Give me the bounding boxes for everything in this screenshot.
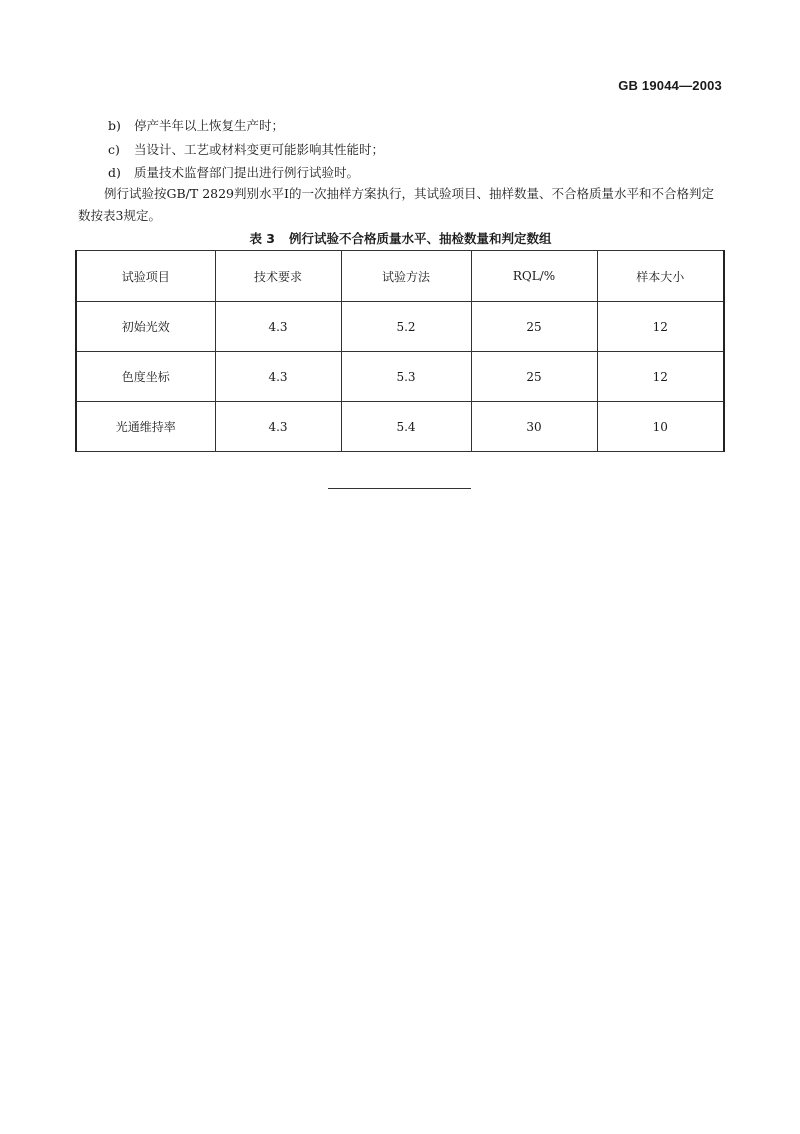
table-caption-title: 例行试验不合格质量水平、抽检数量和判定数组 bbox=[289, 231, 552, 246]
header-test-item: 试验项目 bbox=[76, 251, 215, 302]
cell-test-item: 色度坐标 bbox=[76, 352, 215, 402]
cell-sample-size: 12 bbox=[597, 302, 724, 352]
end-of-document-line bbox=[328, 488, 471, 489]
cell-sample-size: 10 bbox=[597, 402, 724, 452]
list-marker: d) bbox=[108, 165, 121, 180]
header-test-method: 试验方法 bbox=[341, 251, 471, 302]
table-row bbox=[76, 402, 724, 452]
standard-number: GB 19044—2003 bbox=[618, 78, 722, 93]
routine-test-table bbox=[75, 250, 725, 452]
list-text: 当设计、工艺或材料变更可能影响其性能时； bbox=[134, 142, 385, 157]
header-sample-size: 样本大小 bbox=[597, 251, 724, 302]
header-tech-requirement: 技术要求 bbox=[215, 251, 341, 302]
cell-tech-requirement: 4.3 bbox=[215, 302, 341, 352]
table-caption bbox=[78, 229, 723, 247]
cell-test-item: 光通维持率 bbox=[76, 402, 215, 452]
cell-rql: 30 bbox=[471, 402, 597, 452]
list-item-b bbox=[108, 118, 284, 134]
table-row bbox=[76, 352, 724, 402]
list-item-d bbox=[108, 165, 359, 181]
list-marker: c) bbox=[108, 142, 120, 157]
body-paragraph: 例行试验按GB/T 2829判别水平Ⅰ的一次抽样方案执行，其试验项目、抽样数量、不合格质量水平和不合格判定数按表3规定。 bbox=[78, 186, 714, 223]
cell-tech-requirement: 4.3 bbox=[215, 402, 341, 452]
cell-tech-requirement: 4.3 bbox=[215, 352, 341, 402]
table-row bbox=[76, 302, 724, 352]
cell-test-method: 5.4 bbox=[341, 402, 471, 452]
cell-test-method: 5.2 bbox=[341, 302, 471, 352]
table-caption-number: 表 3 bbox=[249, 231, 276, 246]
cell-sample-size: 12 bbox=[597, 352, 724, 402]
list-marker: b) bbox=[108, 118, 121, 133]
header-rql: RQL/% bbox=[471, 251, 597, 302]
list-text: 质量技术监督部门提出进行例行试验时。 bbox=[134, 165, 360, 180]
table-header-row bbox=[76, 251, 724, 302]
cell-test-method: 5.3 bbox=[341, 352, 471, 402]
cell-rql: 25 bbox=[471, 352, 597, 402]
list-text: 停产半年以上恢复生产时； bbox=[134, 118, 285, 133]
list-item-c bbox=[108, 142, 384, 158]
cell-test-item: 初始光效 bbox=[76, 302, 215, 352]
cell-rql: 25 bbox=[471, 302, 597, 352]
